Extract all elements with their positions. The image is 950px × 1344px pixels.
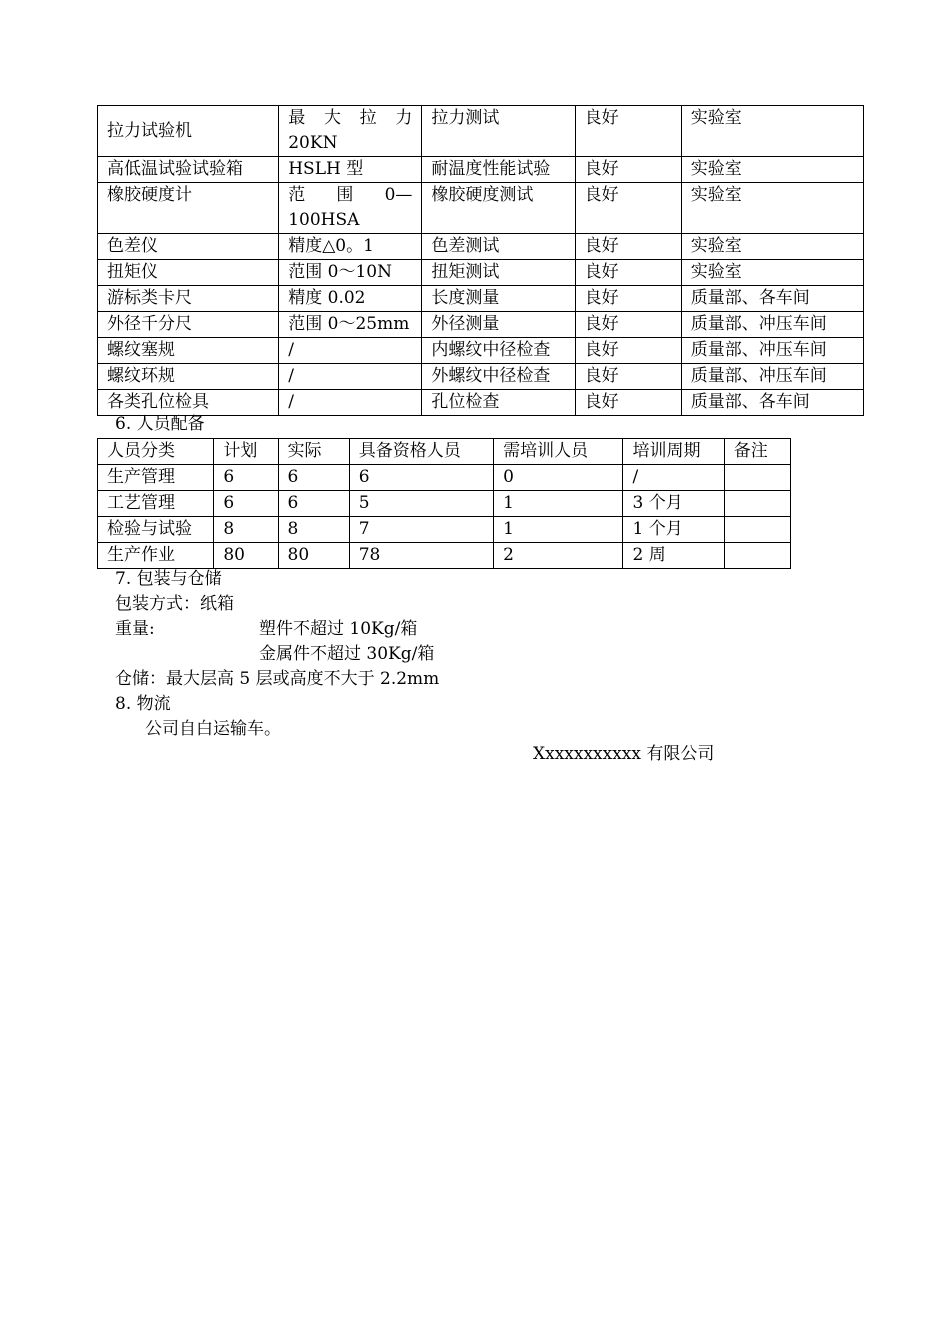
equipment-status: 良好 (575, 338, 681, 364)
table-cell (724, 465, 790, 491)
equipment-usage: 橡胶硬度测试 (422, 183, 575, 234)
table-row (98, 234, 864, 260)
equipment-status: 良好 (575, 106, 681, 157)
spec-line-1: 最 大 拉 力 (288, 108, 413, 128)
equipment-location: 质量部、冲压车间 (681, 338, 863, 364)
table-row (98, 543, 791, 569)
table-row (98, 260, 864, 286)
table-cell: 生产管理 (98, 465, 214, 491)
equipment-name: 扭矩仪 (98, 260, 279, 286)
equipment-status: 良好 (575, 234, 681, 260)
column-header: 实际 (278, 439, 349, 465)
table-cell: 5 (349, 491, 493, 517)
equipment-spec: / (279, 390, 422, 416)
equipment-name: 游标类卡尺 (98, 286, 279, 312)
table-row (98, 286, 864, 312)
table-row (98, 390, 864, 416)
table-cell: 8 (278, 517, 349, 543)
table-cell (724, 491, 790, 517)
equipment-name: 螺纹环规 (98, 364, 279, 390)
table-cell (724, 517, 790, 543)
table-row (98, 364, 864, 390)
weight-plastic: 塑件不超过 10Kg/箱 (259, 619, 418, 639)
spec-line-1: 范 围 0— (288, 185, 413, 205)
equipment-status: 良好 (575, 312, 681, 338)
equipment-name: 外径千分尺 (98, 312, 279, 338)
table-cell: 工艺管理 (98, 491, 214, 517)
table-cell: 6 (349, 465, 493, 491)
logistics-text: 公司自白运输车。 (145, 719, 281, 739)
column-header: 计划 (214, 439, 278, 465)
table-cell: 80 (278, 543, 349, 569)
column-header: 备注 (724, 439, 790, 465)
equipment-spec: 精度△0。1 (279, 234, 422, 260)
staffing-table (97, 438, 791, 569)
storage-rule: 仓储：最大层高 5 层或高度不大于 2.2mm (115, 669, 440, 689)
table-row (98, 183, 864, 234)
table-row (98, 465, 791, 491)
table-cell: 2 周 (623, 543, 724, 569)
table-cell: 1 个月 (623, 517, 724, 543)
equipment-usage: 拉力测试 (422, 106, 575, 157)
table-cell: 3 个月 (623, 491, 724, 517)
equipment-location: 实验室 (681, 234, 863, 260)
equipment-location: 实验室 (681, 183, 863, 234)
table-cell: 7 (349, 517, 493, 543)
table-header-row (98, 439, 791, 465)
equipment-spec: 精度 0.02 (279, 286, 422, 312)
table-cell: 8 (214, 517, 278, 543)
equipment-usage: 耐温度性能试验 (422, 157, 575, 183)
equipment-spec (279, 106, 422, 157)
equipment-location: 实验室 (681, 157, 863, 183)
table-cell: 6 (278, 465, 349, 491)
section-7-heading: 7. 包装与仓储 (115, 569, 222, 589)
table-cell: / (623, 465, 724, 491)
table-cell: 6 (214, 491, 278, 517)
equipment-usage: 外径测量 (422, 312, 575, 338)
table-cell: 80 (214, 543, 278, 569)
equipment-location: 实验室 (681, 260, 863, 286)
table-cell: 6 (278, 491, 349, 517)
table-cell: 78 (349, 543, 493, 569)
equipment-status: 良好 (575, 364, 681, 390)
equipment-status: 良好 (575, 390, 681, 416)
table-cell: 生产作业 (98, 543, 214, 569)
equipment-spec (279, 183, 422, 234)
equipment-name: 螺纹塞规 (98, 338, 279, 364)
column-header: 需培训人员 (494, 439, 623, 465)
equipment-name: 橡胶硬度计 (98, 183, 279, 234)
table-cell: 检验与试验 (98, 517, 214, 543)
equipment-name: 各类孔位检具 (98, 390, 279, 416)
spec-line-2: 100HSA (288, 210, 360, 230)
column-header: 具备资格人员 (349, 439, 493, 465)
table-row (98, 106, 864, 157)
equipment-location: 质量部、各车间 (681, 390, 863, 416)
equipment-spec: / (279, 364, 422, 390)
packing-method: 包装方式：纸箱 (115, 594, 234, 614)
equipment-location: 质量部、各车间 (681, 286, 863, 312)
weight-label: 重量: (115, 619, 155, 639)
equipment-usage: 外螺纹中径检查 (422, 364, 575, 390)
section-6-heading: 6. 人员配备 (115, 414, 205, 434)
weight-metal: 金属件不超过 30Kg/箱 (259, 644, 435, 664)
equipment-location: 质量部、冲压车间 (681, 364, 863, 390)
table-cell: 6 (214, 465, 278, 491)
equipment-location: 质量部、冲压车间 (681, 312, 863, 338)
column-header: 培训周期 (623, 439, 724, 465)
equipment-status: 良好 (575, 286, 681, 312)
table-cell: 2 (494, 543, 623, 569)
equipment-name: 拉力试验机 (98, 106, 279, 157)
equipment-status: 良好 (575, 183, 681, 234)
table-row (98, 517, 791, 543)
spec-line-2: 20KN (288, 133, 338, 153)
equipment-name: 高低温试验试验箱 (98, 157, 279, 183)
table-cell: 1 (494, 517, 623, 543)
equipment-name: 色差仪 (98, 234, 279, 260)
equipment-usage: 孔位检查 (422, 390, 575, 416)
section-8-heading: 8. 物流 (115, 694, 171, 714)
equipment-location: 实验室 (681, 106, 863, 157)
table-row (98, 491, 791, 517)
equipment-status: 良好 (575, 157, 681, 183)
company-signature: Xxxxxxxxxxx 有限公司 (533, 744, 715, 764)
equipment-spec: HSLH 型 (279, 157, 422, 183)
equipment-status: 良好 (575, 260, 681, 286)
equipment-usage: 内螺纹中径检查 (422, 338, 575, 364)
equipment-usage: 长度测量 (422, 286, 575, 312)
equipment-spec: 范围 0～10N (279, 260, 422, 286)
table-row (98, 312, 864, 338)
equipment-spec: 范围 0～25mm (279, 312, 422, 338)
equipment-usage: 色差测试 (422, 234, 575, 260)
table-cell: 1 (494, 491, 623, 517)
table-cell: 0 (494, 465, 623, 491)
column-header: 人员分类 (98, 439, 214, 465)
equipment-usage: 扭矩测试 (422, 260, 575, 286)
table-cell (724, 543, 790, 569)
table-row (98, 338, 864, 364)
table-row (98, 157, 864, 183)
equipment-spec: / (279, 338, 422, 364)
equipment-table (97, 105, 864, 416)
